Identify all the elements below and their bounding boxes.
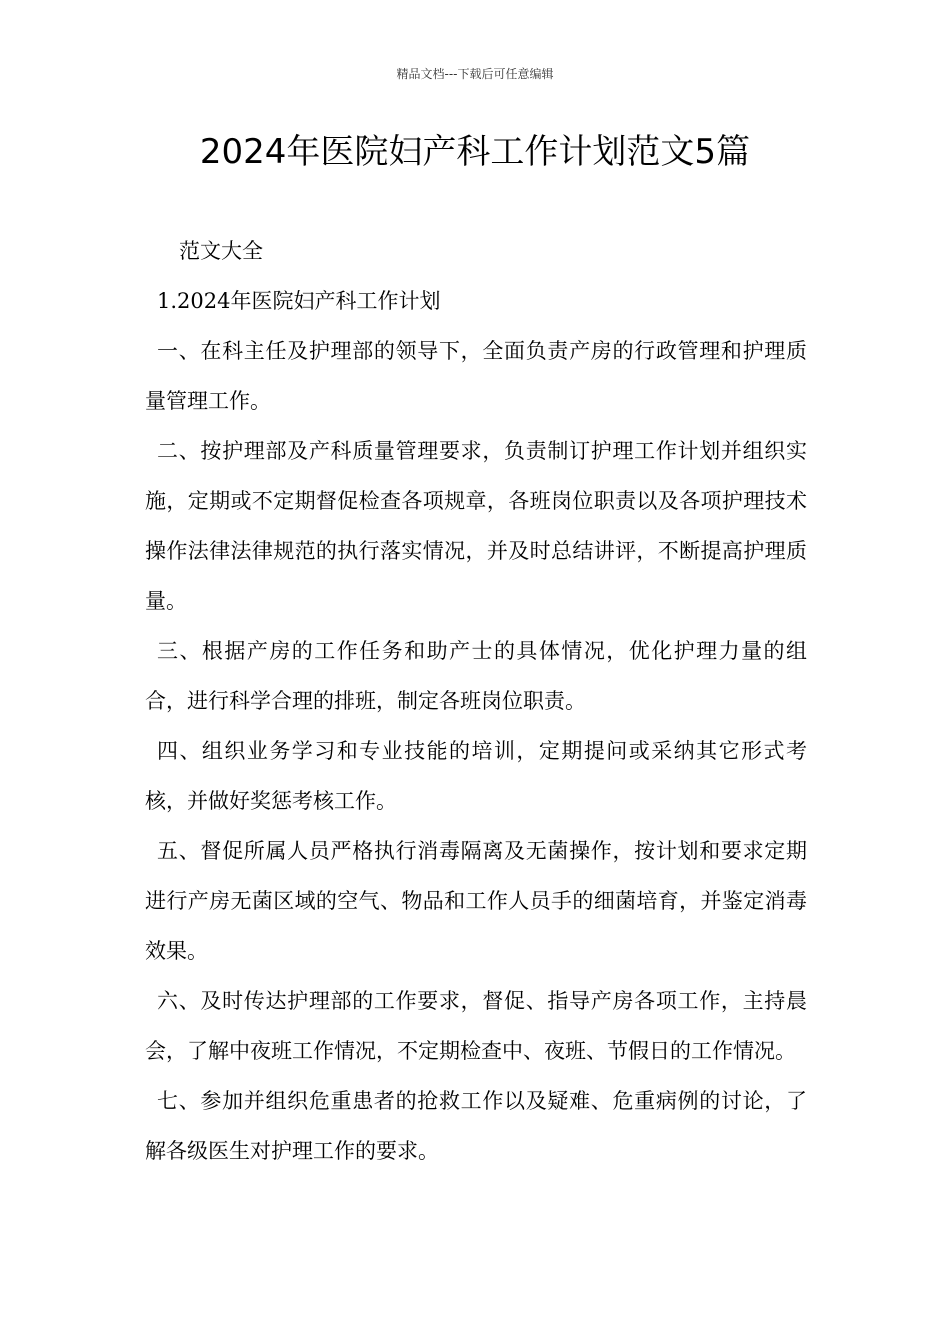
paragraph-6: 六、及时传达护理部的工作要求，督促、指导产房各项工作，主持晨会，了解中夜班工作情况，不定期检查中、夜班、节假日的工作情况。 [145,989,807,1063]
paragraph-4: 四、组织业务学习和专业技能的培训，定期提问或采纳其它形式考核，并做好奖惩考核工作。 [145,739,807,813]
item-heading: 1.2024年医院妇产科工作计划 [157,289,441,313]
paragraph-7: 七、参加并组织危重患者的抢救工作以及疑难、危重病例的讨论，了解各级医生对护理工作的要求。 [145,1089,807,1163]
paragraph-3: 三、根据产房的工作任务和助产士的具体情况，优化护理力量的组合，进行科学合理的排班，制定各班岗位职责。 [145,639,807,713]
header-note: 精品文档---下载后可任意编辑 [396,67,554,81]
document-body [145,226,807,1176]
document-title: 2024年医院妇产科工作计划范文5篇 [199,132,751,172]
paragraph-1: 一、在科主任及护理部的领导下，全面负责产房的行政管理和护理质量管理工作。 [145,339,807,413]
paragraph-5: 五、督促所属人员严格执行消毒隔离及无菌操作，按计划和要求定期进行产房无菌区域的空气、物品和工作人员手的细菌培育，并鉴定消毒效果。 [145,839,807,963]
section-label: 范文大全 [179,239,263,263]
paragraph-2: 二、按护理部及产科质量管理要求，负责制订护理工作计划并组织实施，定期或不定期督促检查各项规章，各班岗位职责以及各项护理技术操作法律法律规范的执行落实情况，并及时总结讲评，不断提高护理质量。 [145,439,807,613]
